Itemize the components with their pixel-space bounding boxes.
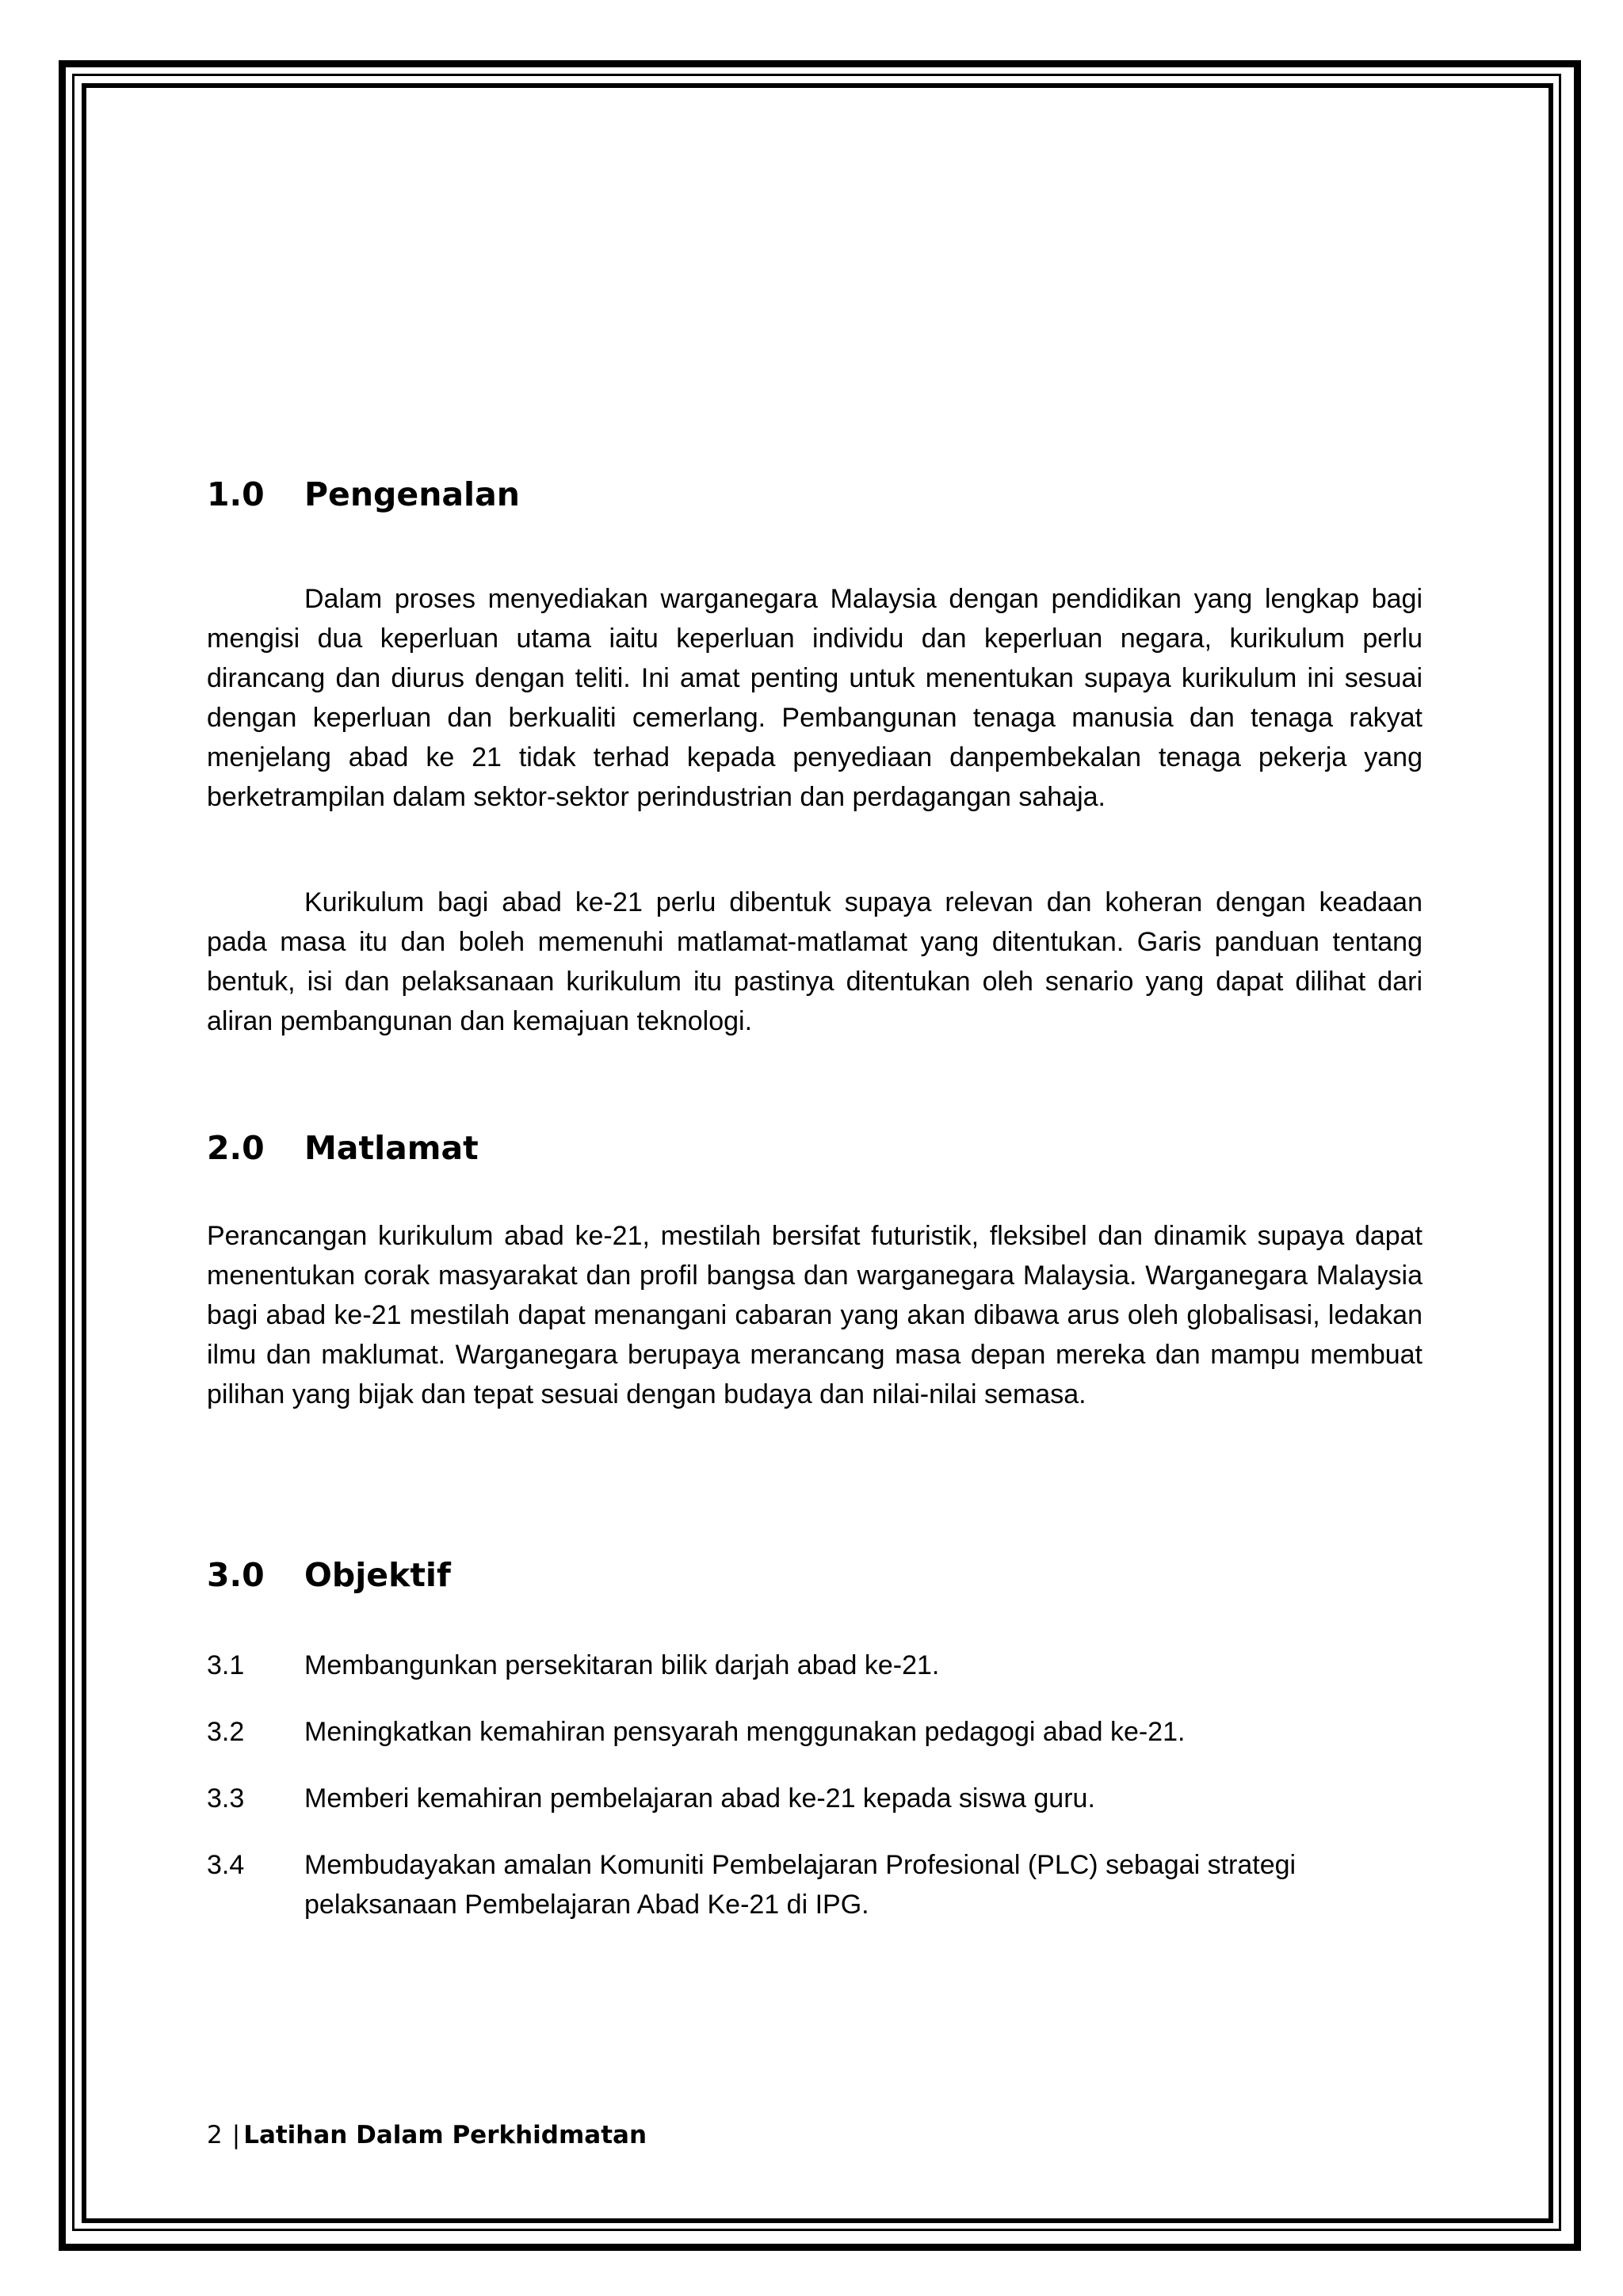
section-title: Pengenalan (304, 475, 520, 513)
objective-number: 3.3 (207, 1783, 245, 1814)
section-number: 2.0 (207, 1129, 265, 1167)
section-heading-pengenalan (207, 475, 520, 513)
paragraph-pengenalan-1: Dalam proses menyediakan warganegara Malaysia dengan pendidikan yang lengkap bagi mengisi dua keperluan utama iaitu keperluan individu dan keperluan negara, kurikulum perlu dirancang dan diurus dengan teliti. Ini amat penting untuk menentukan supaya kurikulum ini sesuai dengan keperluan dan berkualiti cemerlang. Pembangunan tenaga manusia dan tenaga rakyat menjelang abad ke 21 tidak terhad kepada penyediaan danpembekalan tenaga pekerja yang berketrampilan dalam sektor-sektor perindustrian dan perdagangan sahaja. (207, 584, 1423, 812)
objective-item (207, 1845, 1423, 1924)
section-heading-matlamat (207, 1129, 479, 1167)
footer-page-number: 2 (207, 2121, 223, 2149)
footer-separator: | (231, 2121, 241, 2149)
objective-number: 3.1 (207, 1650, 245, 1680)
objective-item (207, 1779, 1423, 1818)
section-title: Objektif (304, 1556, 451, 1594)
objective-text: Meningkatkan kemahiran pensyarah menggunakan pedagogi abad ke-21. (304, 1717, 1186, 1747)
section-number: 1.0 (207, 475, 265, 513)
section-number: 3.0 (207, 1556, 265, 1594)
section-title: Matlamat (304, 1129, 479, 1167)
paragraph-pengenalan-2: Kurikulum bagi abad ke-21 perlu dibentuk supaya relevan dan koheran dengan keadaan pada masa itu dan boleh memenuhi matlamat-matlamat yang ditentukan. Garis panduan tentang bentuk, isi dan pelaksanaan kurikulum itu pastinya ditentukan oleh senario yang dapat dilihat dari aliran pembangunan dan kemajuan teknologi. (207, 887, 1423, 1036)
section-heading-objektif (207, 1556, 451, 1594)
page-footer (207, 2123, 647, 2148)
objective-item (207, 1646, 1423, 1685)
objective-text: Membudayakan amalan Komuniti Pembelajaran Profesional (PLC) sebagai strategi pelaksanaan Pembelajaran Abad Ke-21 di IPG. (304, 1850, 1296, 1920)
objective-text: Membangunkan persekitaran bilik darjah abad ke-21. (304, 1650, 940, 1680)
objective-number: 3.4 (207, 1850, 245, 1880)
objective-number: 3.2 (207, 1717, 245, 1747)
paragraph-matlamat: Perancangan kurikulum abad ke-21, mestilah bersifat futuristik, fleksibel dan dinamik supaya dapat menentukan corak masyarakat dan profil bangsa dan warganegara Malaysia. Warganegara Malaysia bagi abad ke-21 mestilah dapat menangani cabaran yang akan dibawa arus oleh globalisasi, ledakan ilmu dan maklumat. Warganegara berupaya merancang masa depan mereka dan mampu membuat pilihan yang bijak dan tepat sesuai dengan budaya dan nilai-nilai semasa. (207, 1221, 1423, 1409)
footer-title: Latihan Dalam Perkhidmatan (243, 2121, 647, 2149)
objective-text: Memberi kemahiran pembelajaran abad ke-21 kepada siswa guru. (304, 1783, 1095, 1814)
objective-item (207, 1712, 1423, 1752)
